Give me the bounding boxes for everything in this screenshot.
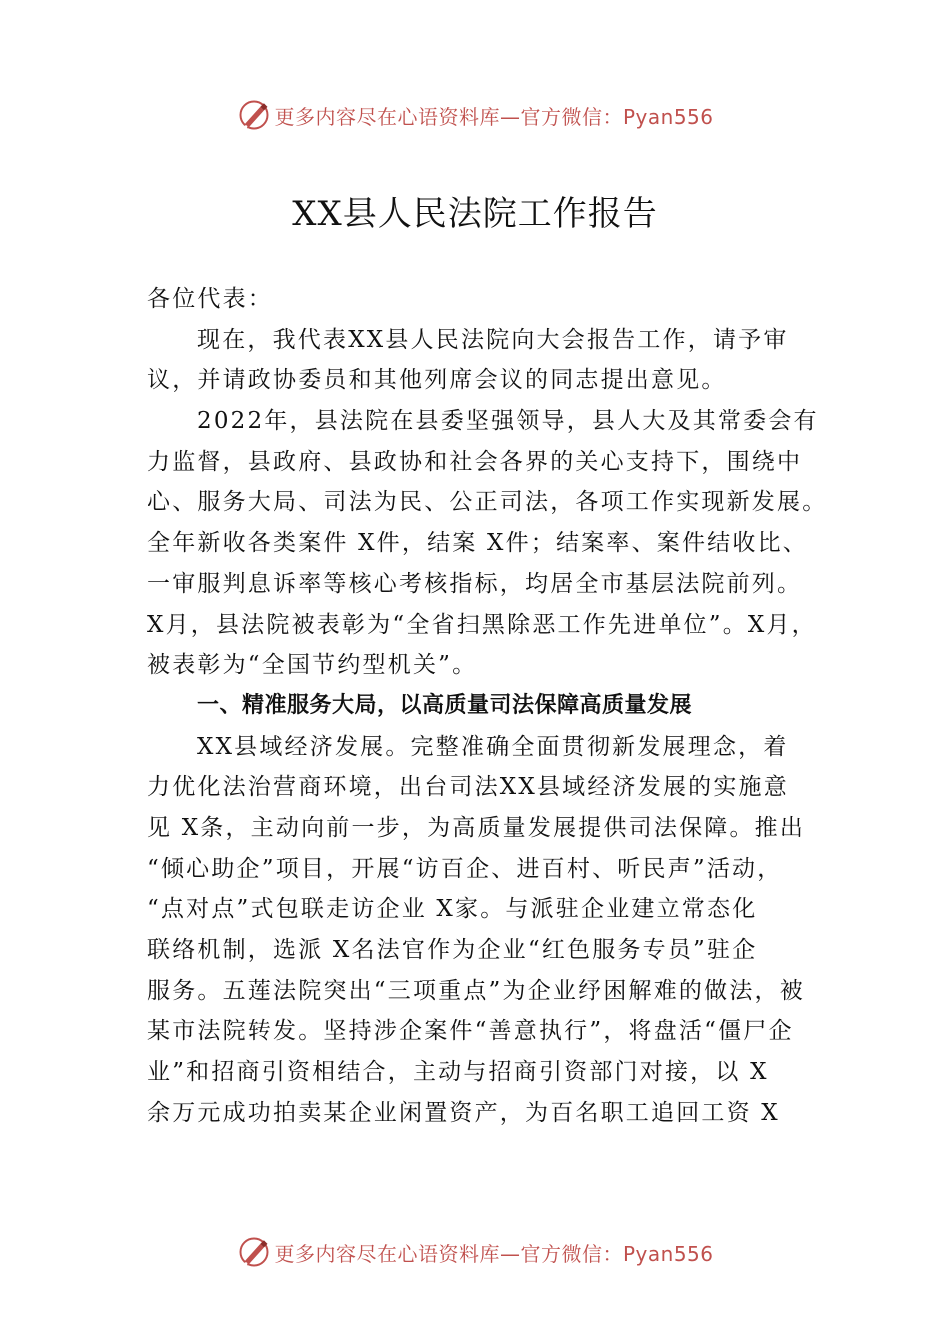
banner-separator: — — [499, 104, 521, 129]
banner-wechat-id: Pyan556 — [622, 104, 714, 129]
banner-label: 官方微信： — [520, 104, 623, 129]
body-line: “倾心助企”项目，开展“访百企、进百村、听民声”活动， — [147, 855, 783, 882]
banner-brand: 更多内容尽在心语资料库 — [274, 104, 500, 129]
salutation: 各位代表： — [147, 286, 273, 312]
body-line: 见 X条，主动向前一步，为高质量发展提供司法保障。推出 — [147, 814, 806, 841]
body-line: 现在，我代表XX县人民法院向大会报告工作，请予审 — [197, 326, 789, 353]
body-line: 力监督，县政府、县政协和社会各界的关心支持下，围绕中 — [147, 448, 803, 475]
body-line: 服务。五莲法院突出“三项重点”为企业纾困解难的做法，被 — [147, 977, 805, 1004]
body-line: 被表彰为“全国节约型机关”。 — [147, 652, 478, 679]
body-line: 2022年，县法院在县委坚强领导，县人大及其常委会有 — [197, 408, 819, 435]
body-line: X月，县法院被表彰为“全省扫黑除恶工作先进单位”。X月， — [147, 611, 817, 638]
body-line: 力优化法治营商环境，出台司法XX县域经济发展的实施意 — [147, 774, 789, 801]
pen-logo-icon — [236, 97, 272, 133]
header-banner — [0, 95, 950, 135]
body-line: 议，并请政协委员和其他列席会议的同志提出意见。 — [147, 367, 727, 394]
body-line: 余万元成功拍卖某企业闲置资产，为百名职工追回工资 X — [147, 1099, 780, 1126]
banner-brand: 更多内容尽在心语资料库 — [274, 1241, 500, 1266]
pen-logo-icon — [236, 1234, 272, 1270]
body-line: XX县域经济发展。完整准确全面贯彻新发展理念，着 — [197, 733, 789, 760]
banner-label: 官方微信： — [520, 1241, 623, 1266]
body-line: 一审服判息诉率等核心考核指标，均居全市基层法院前列。 — [147, 570, 803, 597]
body-line: 某市法院转发。坚持涉企案件“善意执行”，将盘活“僵尸企 — [147, 1018, 794, 1045]
body-line: 联络机制，选派 X名法官作为企业“红色服务专员”驻企 — [147, 937, 758, 963]
body-line: 全年新收各类案件 X件，结案 X件；结案率、案件结收比、 — [147, 530, 808, 557]
banner-wechat-id: Pyan556 — [622, 1241, 714, 1266]
banner-separator: — — [499, 1241, 521, 1266]
body-line: “点对点”式包联走访企业 X家。与派驻企业建立常态化 — [147, 896, 758, 923]
section-heading: 一、精准服务大局，以高质量司法保障高质量发展 — [197, 692, 693, 718]
body-line: 业”和招商引资相结合，主动与招商引资部门对接，以 X — [147, 1059, 769, 1086]
document-body — [147, 279, 828, 1133]
footer-banner — [0, 1232, 950, 1272]
document-title: XX县人民法院工作报告 — [292, 194, 658, 234]
body-line: 心、服务大局、司法为民、公正司法，各项工作实现新发展。 — [147, 489, 828, 516]
